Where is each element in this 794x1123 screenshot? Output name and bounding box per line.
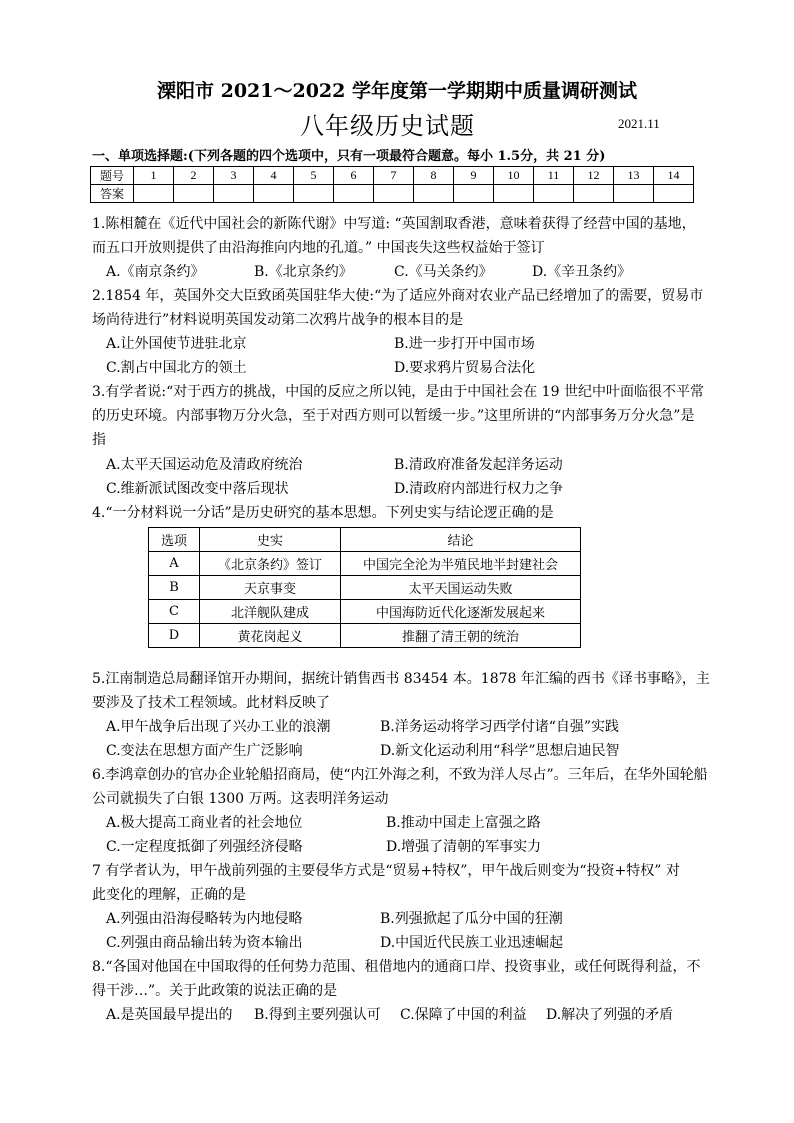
question-1-option-d: D.《辛丑条约》: [532, 264, 632, 280]
question-8-line: 8.“各国对他国在中国取得的任何势力范围、租借地内的通商口岸、投资事业，或任何既得利益，不: [92, 959, 701, 975]
question-5-option-a: A.甲午战争后出现了兴办工业的浪潮: [106, 719, 331, 735]
question-5-option-b: B.洋务运动将学习西学付诸“自强”实践: [380, 719, 620, 735]
answer-table-number: 14: [654, 167, 694, 185]
table-cell: C: [149, 600, 200, 624]
answer-table-number: 3: [214, 167, 254, 185]
question-8-option-d: D.解决了列强的矛盾: [546, 1007, 674, 1023]
question-5-option-c: C.变法在思想方面产生广泛影响: [106, 743, 303, 759]
answer-table-number: 9: [454, 167, 494, 185]
answer-cell[interactable]: [574, 185, 614, 203]
answer-cell[interactable]: [374, 185, 414, 203]
question-1-option-c: C.《马关条约》: [394, 264, 493, 280]
table-cell: B: [149, 576, 200, 600]
exam-date: 2021.11: [618, 116, 660, 131]
question-7-option-d: D.中国近代民族工业迅速崛起: [380, 935, 564, 951]
table-cell: A: [149, 552, 200, 576]
exam-title: 溧阳市 2021～2022 学年度第一学期期中质量调研测试: [157, 80, 637, 102]
question-2-option-d: D.要求鸦片贸易合法化: [394, 360, 536, 376]
answer-table-row1-label: 题号: [91, 167, 134, 185]
answer-cell[interactable]: [174, 185, 214, 203]
question-1-line: 1.陈相麓在《近代中国社会的新陈代谢》中写道: “英国割取香港，意味着获得了经营中国的基地，: [92, 216, 696, 232]
question-2-line: 场尚待进行”材料说明英国发动第二次鸦片战争的根本目的是: [92, 312, 464, 328]
answer-cell[interactable]: [254, 185, 294, 203]
answer-table-number: 10: [494, 167, 534, 185]
question-3-option-d: D.清政府内部进行权力之争: [394, 481, 564, 497]
answer-table-row2-label: 答案: [91, 185, 134, 203]
table-cell: 中国海防近代化逐渐发展起来: [341, 600, 581, 624]
question-7-line: 7 有学者认为，甲午战前列强的主要侵华方式是“贸易+特权”，甲午战后则变为“投资+特权” 对: [92, 863, 680, 879]
answer-cell[interactable]: [494, 185, 534, 203]
table-row: [149, 624, 581, 648]
answer-table-number: 1: [134, 167, 174, 185]
table-cell: 太平天国运动失败: [341, 576, 581, 600]
answer-table-number: 8: [414, 167, 454, 185]
question-2-option-c: C.割占中国北方的领土: [106, 360, 247, 376]
answer-cell[interactable]: [414, 185, 454, 203]
question-6-line: 6.李鸿章创办的官办企业轮船招商局，使“内江外海之利，不致为洋人尽占”。三年后，在华外国轮船: [92, 767, 708, 783]
table-cell: 中国完全沦为半殖民地半封建社会: [341, 552, 581, 576]
question-8-option-a: A.是英国最早提出的: [106, 1007, 233, 1023]
answer-table-number: 2: [174, 167, 214, 185]
table-cell: D: [149, 624, 200, 648]
answer-cell[interactable]: [534, 185, 574, 203]
answer-cell[interactable]: [454, 185, 494, 203]
table-row: [149, 576, 581, 600]
question-6-line: 公司就损失了白银 1300 万两。这表明洋务运动: [92, 791, 389, 807]
question-5-option-d: D.新文化运动利用“科学”思想启迪民智: [380, 743, 620, 759]
question-8-option-c: C.保障了中国的利益: [400, 1007, 527, 1023]
table-header: 结论: [341, 528, 581, 552]
table-cell: 推翻了清王朝的统治: [341, 624, 581, 648]
answer-table-number: 11: [534, 167, 574, 185]
question-8-line: 得干涉…”。关于此政策的说法正确的是: [92, 983, 338, 999]
answer-table-number: 12: [574, 167, 614, 185]
answer-table-answer-row: [91, 185, 694, 203]
question-6-option-d: D.增强了清朝的军事实力: [386, 839, 542, 855]
answer-table: [90, 166, 694, 203]
table-cell: 黄花岗起义: [200, 624, 341, 648]
exam-subtitle: 八年级历史试题: [300, 112, 475, 140]
answer-table-number: 6: [334, 167, 374, 185]
question-7-line: 此变化的理解，正确的是: [92, 887, 246, 903]
question-3-option-c: C.维新派试图改变中落后现状: [106, 481, 289, 497]
answer-table-number: 7: [374, 167, 414, 185]
question-3-option-a: A.太平天国运动危及清政府统治: [106, 457, 303, 473]
question-8-option-b: B.得到主要列强认可: [254, 1007, 381, 1023]
question-5-line: 要涉及了技术工程领域。此材料反映了: [92, 695, 330, 711]
answer-cell[interactable]: [294, 185, 334, 203]
table-cell: 《北京条约》签订: [200, 552, 341, 576]
question-4-line: 4.“一分材料说一分话”是历史研究的基本思想。下列史实与结论逻正确的是: [92, 505, 554, 521]
question-1-option-a: A.《南京条约》: [106, 264, 205, 280]
answer-cell[interactable]: [614, 185, 654, 203]
answer-cell[interactable]: [654, 185, 694, 203]
answer-cell[interactable]: [134, 185, 174, 203]
question-3-line: 指: [92, 432, 106, 448]
question-2-option-b: B.进一步打开中国市场: [394, 336, 535, 352]
question-2-option-a: A.让外国使节进驻北京: [106, 336, 247, 352]
question-2-line: 2.1854 年，英国外交大臣致函英国驻华大使:“为了适应外商对农业产品已经增加了的需要，贸易市: [92, 288, 704, 304]
question-3-option-b: B.清政府准备发起洋务运动: [394, 457, 563, 473]
question-3-line: 的历史环境。内部事物万分火急，至于对西方则可以暂缓一步。”这里所讲的“内部事务万分火急”是: [92, 408, 695, 424]
table-row: [149, 600, 581, 624]
question-3-line: 3.有学者说:“对于西方的挑战，中国的反应之所以钝，是由于中国社会在 19 世纪中叶面临很不平常: [92, 384, 704, 400]
question-7-option-b: B.列强掀起了瓜分中国的狂潮: [380, 911, 563, 927]
question-6-option-b: B.推动中国走上富强之路: [386, 815, 541, 831]
answer-table-number: 4: [254, 167, 294, 185]
table-cell: 北洋舰队建成: [200, 600, 341, 624]
question-1-option-b: B.《北京条约》: [254, 264, 353, 280]
answer-table-number: 5: [294, 167, 334, 185]
answer-table-number: 13: [614, 167, 654, 185]
table-header-row: [149, 528, 581, 552]
table-row: [149, 552, 581, 576]
question-6-option-a: A.极大提高工商业者的社会地位: [106, 815, 303, 831]
question-7-option-a: A.列强由沿海侵略转为内地侵略: [106, 911, 303, 927]
question-4-table: [148, 527, 581, 648]
answer-table-number-row: [91, 167, 694, 185]
question-6-option-c: C.一定程度抵御了列强经济侵略: [106, 839, 303, 855]
question-1-line: 而五口开放则提供了由沿海推向内地的孔道。” 中国丧失这些权益始于签订: [92, 240, 545, 256]
section-heading: 一、单项选择题:(下列各题的四个选项中，只有一项最符合题意。每小 1.5分，共 21 分): [92, 149, 606, 164]
table-header: 选项: [149, 528, 200, 552]
answer-cell[interactable]: [214, 185, 254, 203]
table-header: 史实: [200, 528, 341, 552]
table-cell: 天京事变: [200, 576, 341, 600]
question-5-line: 5.江南制造总局翻译馆开办期间，据统计销售西书 83454 本。1878 年汇编的西书《译书事略》，主: [92, 671, 710, 687]
question-7-option-c: C.列强由商品输出转为资本输出: [106, 935, 303, 951]
answer-cell[interactable]: [334, 185, 374, 203]
